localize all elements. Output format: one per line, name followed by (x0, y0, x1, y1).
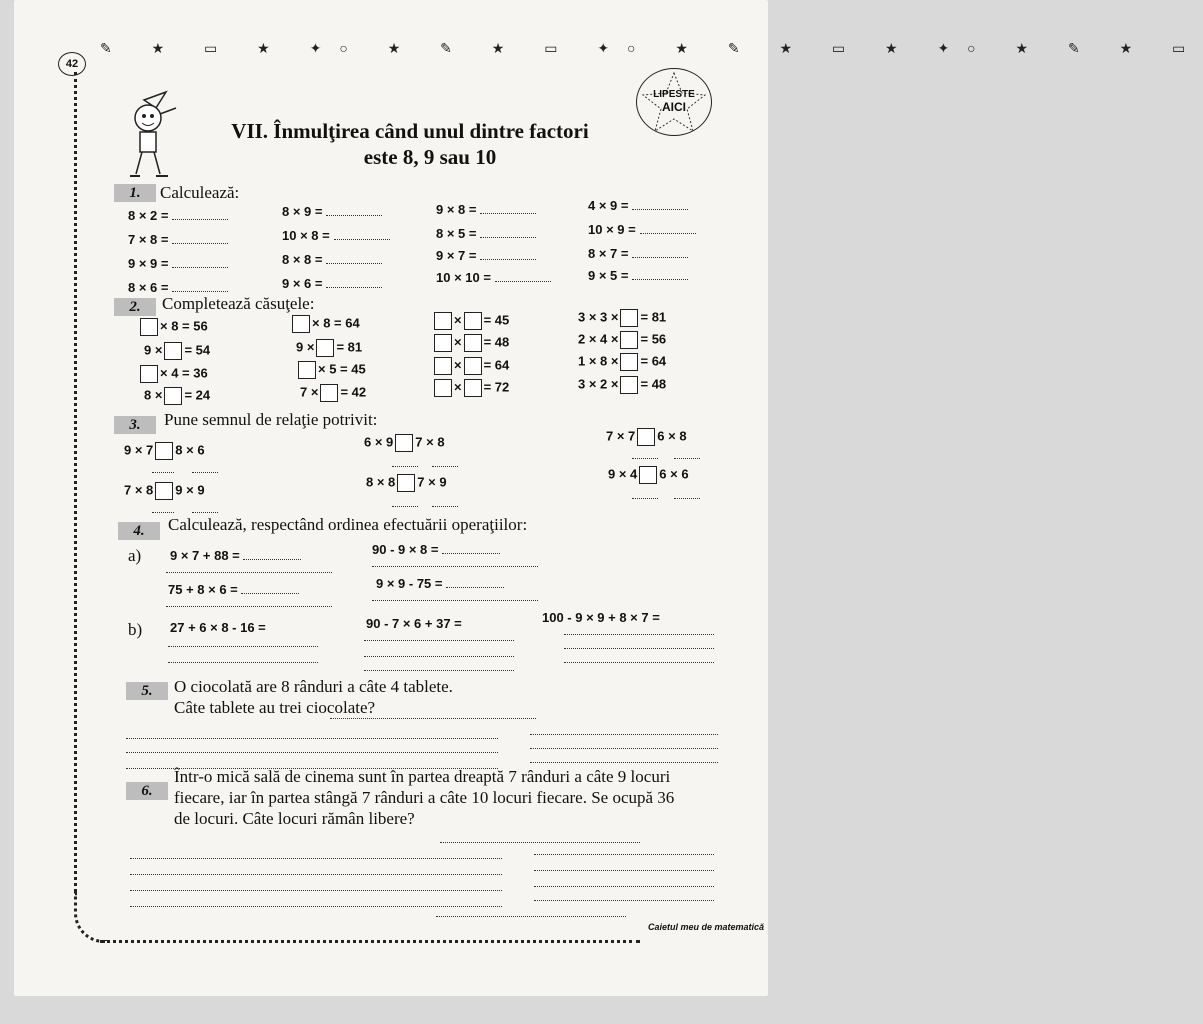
ex1-expression: 4 × 9 = (588, 198, 629, 213)
answer-line[interactable] (530, 734, 718, 735)
answer-box[interactable] (434, 312, 452, 330)
answer-line[interactable] (392, 506, 418, 507)
ex1-item (282, 228, 390, 243)
ex3-pair: 9 × 4 6 × 6 (608, 466, 689, 484)
answer-line[interactable] (632, 458, 658, 459)
answer-line[interactable] (480, 249, 536, 260)
ex1-expression: 9 × 5 = (588, 268, 629, 283)
ex1-expression: 7 × 8 = (128, 232, 169, 247)
answer-line[interactable] (130, 890, 502, 891)
ex1-expression: 10 × 9 = (588, 222, 636, 237)
answer-line[interactable] (364, 656, 514, 657)
sticker-text-1: LIPESTE (653, 89, 695, 100)
answer-line[interactable] (330, 718, 536, 719)
ex1-item (282, 252, 382, 267)
ex1-item (588, 198, 688, 213)
answer-box[interactable] (140, 318, 158, 336)
ex4-expression: 100 - 9 × 9 + 8 × 7 = (542, 610, 660, 625)
exercise-3-number: 3. (114, 416, 156, 434)
relation-box[interactable] (155, 442, 173, 460)
ex2-item: × = 45 (432, 312, 509, 330)
ex4-expression: 90 - 9 × 8 = (372, 542, 500, 557)
ex1-expression: 9 × 9 = (128, 256, 169, 271)
footer-title: Caietul meu de matematică (648, 922, 765, 932)
ex3-pair: 9 × 7 8 × 6 (124, 442, 205, 460)
answer-line[interactable] (564, 662, 714, 663)
ex1-item (128, 232, 228, 247)
answer-line[interactable] (632, 247, 688, 258)
answer-line[interactable] (130, 906, 502, 907)
answer-line[interactable] (530, 748, 718, 749)
answer-line[interactable] (168, 662, 318, 663)
answer-line[interactable] (432, 506, 458, 507)
ex1-item (588, 222, 696, 237)
ex3-pair: 8 × 8 7 × 9 (366, 474, 447, 492)
exercise-2-number: 2. (114, 298, 156, 316)
answer-line[interactable] (334, 229, 390, 240)
answer-line[interactable] (530, 762, 718, 763)
relation-box[interactable] (395, 434, 413, 452)
ex1-expression: 8 × 9 = (282, 204, 323, 219)
exercise-5-text (174, 676, 453, 718)
answer-line[interactable] (172, 209, 228, 220)
exercise-4-number: 4. (118, 522, 160, 540)
ex1-expression: 8 × 6 = (128, 280, 169, 295)
answer-box[interactable] (434, 357, 452, 375)
decorative-border-icons: ✎ ★ ▭ ★ ✦○ ★ ✎ ★ ▭ ✦○ ★ ✎ ★ ▭ ★ ✦○ ★ ✎ ★ ▭ (100, 40, 1203, 56)
ex1-expression: 8 × 8 = (282, 252, 323, 267)
exercise-6-text (174, 766, 754, 829)
relation-box[interactable] (639, 466, 657, 484)
answer-line[interactable] (674, 498, 700, 499)
ex2-item: 9 × = 54 (144, 342, 210, 360)
answer-line[interactable] (152, 472, 174, 473)
margin-dotted-line (74, 72, 77, 892)
page-number: 42 (58, 52, 86, 76)
ex1-item (436, 226, 536, 241)
answer-box[interactable] (164, 342, 182, 360)
ex2-item: 2 × 4 × = 56 (578, 331, 666, 349)
ex1-item (436, 202, 536, 217)
ex4-expression: 27 + 6 × 8 - 16 = (170, 620, 266, 635)
answer-line[interactable] (534, 886, 714, 887)
answer-box[interactable] (292, 315, 310, 333)
answer-line[interactable] (534, 900, 714, 901)
answer-line[interactable] (126, 738, 498, 739)
ex4-expression: 75 + 8 × 6 = (168, 582, 299, 597)
answer-line[interactable] (372, 566, 538, 567)
answer-line[interactable] (172, 233, 228, 244)
ex1-item (128, 208, 228, 223)
relation-box[interactable] (637, 428, 655, 446)
answer-line[interactable] (172, 257, 228, 268)
ex2-item: × = 72 (432, 379, 509, 397)
part-b-label: b) (128, 620, 143, 639)
ex1-expression: 10 × 8 = (282, 228, 330, 243)
ex2-item: 1 × 8 × = 64 (578, 353, 666, 371)
answer-box[interactable] (464, 357, 482, 375)
ex3-pair: 6 × 9 7 × 8 (364, 434, 445, 452)
answer-line[interactable] (166, 606, 332, 607)
answer-line[interactable] (495, 271, 551, 282)
ex1-expression: 8 × 2 = (128, 208, 169, 223)
chapter-title (190, 118, 630, 170)
ex1-expression: 9 × 6 = (282, 276, 323, 291)
ex1-item (128, 256, 228, 271)
ex2-item: × 5 = 45 (296, 361, 366, 379)
ex2-item: × 8 = 56 (138, 318, 208, 336)
answer-line[interactable] (436, 916, 626, 917)
answer-box[interactable] (320, 384, 338, 402)
exercise-2-title: Completează căsuţele: (162, 294, 315, 313)
answer-line[interactable] (632, 199, 688, 210)
answer-line[interactable] (168, 646, 318, 647)
answer-box[interactable] (140, 365, 158, 383)
exercise-5-line2: Câte tablete au trei ciocolate? (174, 698, 376, 717)
ex4-expression: 90 - 7 × 6 + 37 = (366, 616, 462, 631)
answer-line[interactable] (130, 858, 502, 859)
answer-box[interactable] (316, 339, 334, 357)
answer-box[interactable] (434, 334, 452, 352)
exercise-6-line2: fiecare, iar în partea stângă 7 rânduri a câte 10 locuri fiecare. Se ocupă 36 (174, 788, 675, 807)
answer-line[interactable] (640, 223, 696, 234)
answer-line[interactable] (564, 634, 714, 635)
ex2-item: 8 × = 24 (144, 387, 210, 405)
ex1-item (436, 248, 536, 263)
exercise-6-line1: Într-o mică sală de cinema sunt în partea dreaptă 7 rânduri a câte 9 locuri (174, 767, 671, 786)
sticker-text-2: AICI (662, 100, 686, 114)
ex4-expression: 9 × 7 + 88 = (170, 548, 301, 563)
ex3-pair: 7 × 7 6 × 8 (606, 428, 687, 446)
answer-box[interactable] (464, 312, 482, 330)
exercise-5-line1: O ciocolată are 8 rânduri a câte 4 tablete. (174, 677, 453, 696)
answer-line[interactable] (152, 512, 174, 513)
ex2-item: × 8 = 64 (290, 315, 360, 333)
answer-line[interactable] (166, 572, 332, 573)
exercise-6-number: 6. (126, 782, 168, 800)
mascot-illustration (114, 90, 184, 182)
answer-box[interactable] (620, 331, 638, 349)
answer-line[interactable] (480, 203, 536, 214)
answer-box[interactable] (164, 387, 182, 405)
ex2-item: 3 × 3 × = 81 (578, 309, 666, 327)
ex3-pair: 7 × 8 9 × 9 (124, 482, 205, 500)
relation-box[interactable] (397, 474, 415, 492)
answer-line[interactable] (326, 205, 382, 216)
bottom-dotted-line (100, 940, 640, 943)
answer-line[interactable] (372, 600, 538, 601)
chapter-title-line2: este 8, 9 sau 10 (363, 145, 497, 169)
chapter-title-line1: VII. Înmulţirea când unul dintre factori (231, 119, 589, 143)
corner-curve (74, 892, 107, 943)
ex4-expression: 9 × 9 - 75 = (376, 576, 504, 591)
answer-line[interactable] (440, 842, 640, 843)
ex2-item: 9 × = 81 (296, 339, 362, 357)
answer-box[interactable] (620, 376, 638, 394)
answer-box[interactable] (434, 379, 452, 397)
answer-line[interactable] (192, 512, 218, 513)
ex1-expression: 9 × 8 = (436, 202, 477, 217)
answer-line[interactable] (326, 277, 382, 288)
answer-line[interactable] (632, 498, 658, 499)
ex1-item (282, 204, 382, 219)
answer-box[interactable] (620, 309, 638, 327)
answer-line[interactable] (432, 466, 458, 467)
relation-box[interactable] (155, 482, 173, 500)
answer-line[interactable] (534, 854, 714, 855)
ex1-expression: 9 × 7 = (436, 248, 477, 263)
answer-line[interactable] (192, 472, 218, 473)
exercise-1-number: 1. (114, 184, 156, 202)
answer-line[interactable] (326, 253, 382, 264)
answer-line[interactable] (364, 640, 514, 641)
ex1-item (588, 268, 688, 283)
exercise-6-line3: de locuri. Câte locuri rămân libere? (174, 809, 415, 828)
answer-line[interactable] (632, 269, 688, 280)
ex1-expression: 8 × 5 = (436, 226, 477, 241)
answer-box[interactable] (298, 361, 316, 379)
answer-line[interactable] (172, 281, 228, 292)
answer-line[interactable] (126, 752, 498, 753)
ex1-item (282, 276, 382, 291)
answer-line[interactable] (564, 648, 714, 649)
part-a-label: a) (128, 546, 142, 565)
ex2-item: × = 48 (432, 334, 509, 352)
ex2-item: 3 × 2 × = 48 (578, 376, 666, 394)
sticker-placeholder (636, 68, 712, 136)
ex2-item: 7 × = 42 (300, 384, 366, 402)
answer-line[interactable] (480, 227, 536, 238)
ex1-item (436, 270, 551, 285)
answer-line[interactable] (534, 870, 714, 871)
answer-line[interactable] (130, 874, 502, 875)
ex1-expression: 10 × 10 = (436, 270, 491, 285)
exercise-4-title: Calculează, respectând ordinea efectuării operaţiilor: (168, 515, 528, 534)
answer-box[interactable] (620, 353, 638, 371)
answer-box[interactable] (464, 379, 482, 397)
answer-box[interactable] (464, 334, 482, 352)
exercise-1-title: Calculează: (160, 183, 240, 202)
exercise-3-title: Pune semnul de relaţie potrivit: (164, 410, 378, 429)
ex2-item: × 4 = 36 (138, 365, 208, 383)
answer-line[interactable] (392, 466, 418, 467)
ex1-expression: 8 × 7 = (588, 246, 629, 261)
answer-line[interactable] (674, 458, 700, 459)
exercise-5-number: 5. (126, 682, 168, 700)
ex1-item (128, 280, 228, 295)
answer-line[interactable] (364, 670, 514, 671)
ex1-item (588, 246, 688, 261)
ex2-item: × = 64 (432, 357, 509, 375)
